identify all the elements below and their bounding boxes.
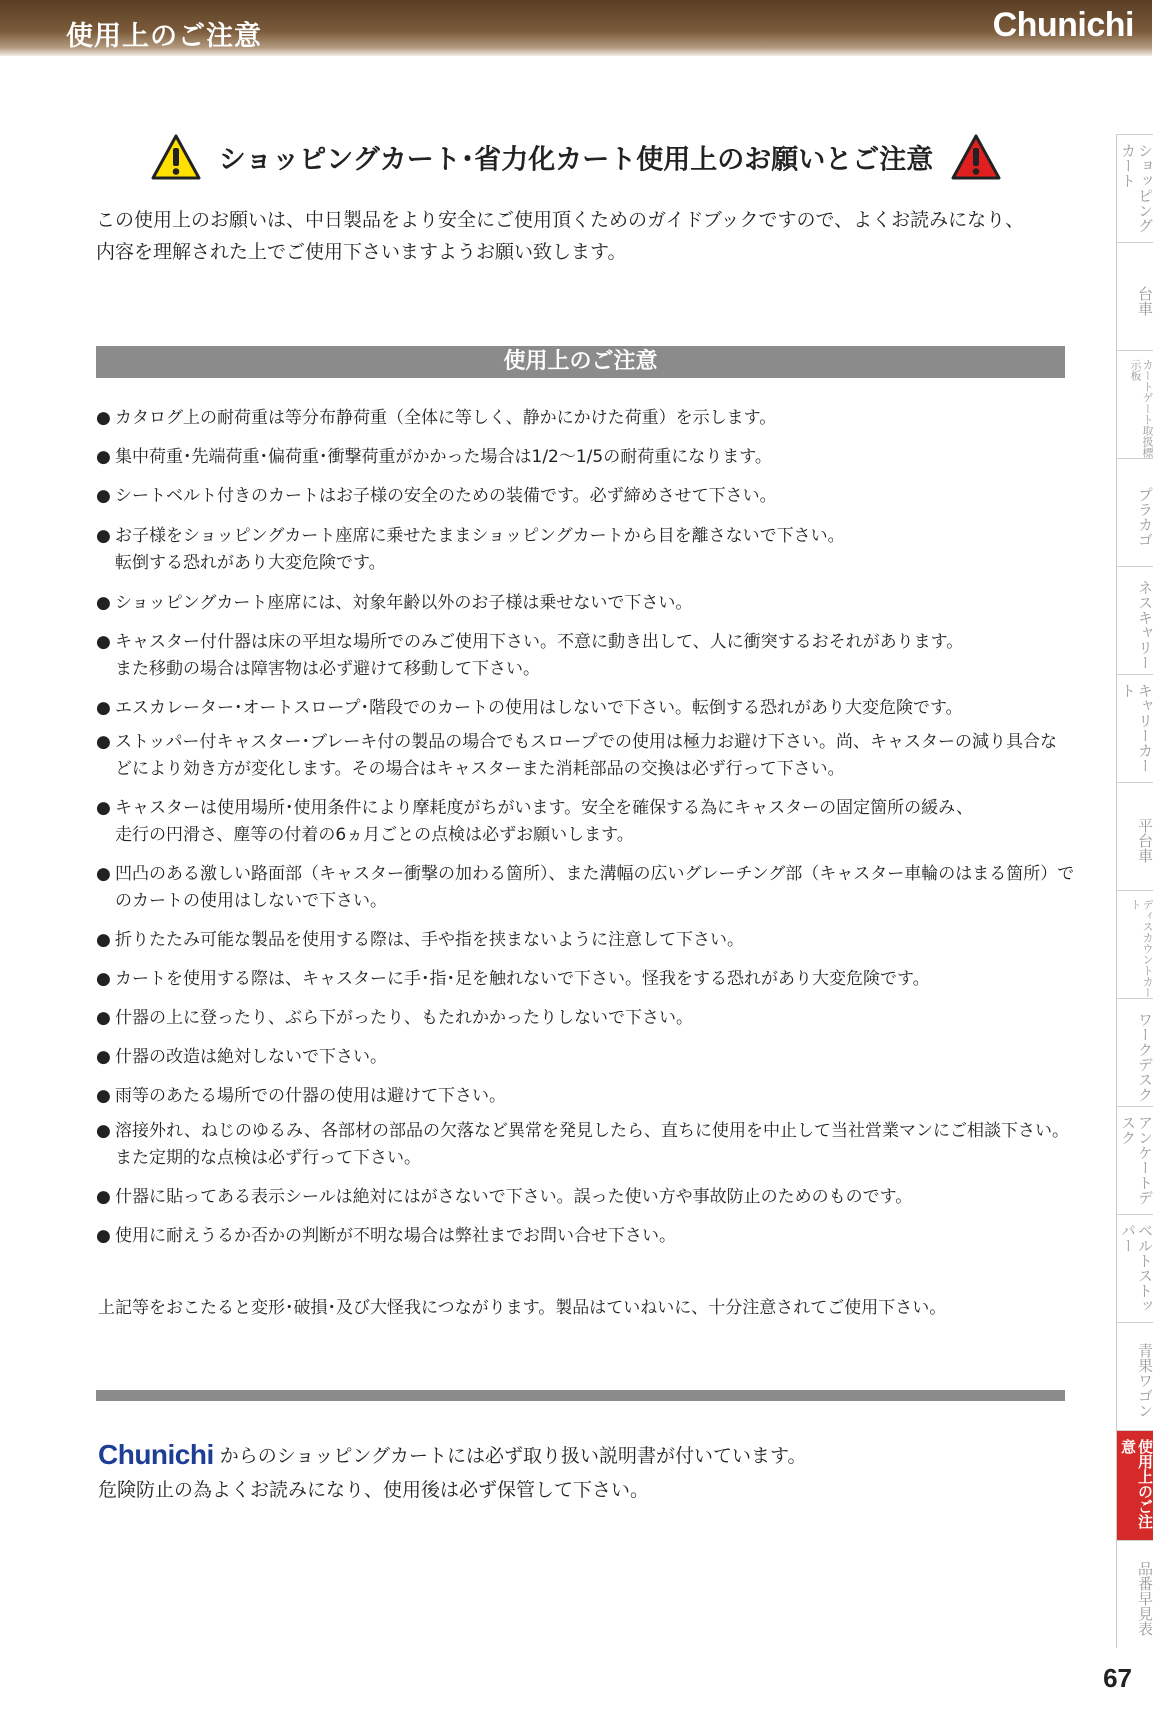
banner-section-title: 使用上のご注意 bbox=[66, 21, 262, 52]
side-index-tabs bbox=[1116, 134, 1153, 1648]
notice-item bbox=[96, 1118, 1076, 1172]
side-tab-nest-carry[interactable]: ネスキャリー bbox=[1117, 566, 1153, 674]
page-number: 67 bbox=[1103, 1663, 1132, 1693]
notice-line: ショッピングカート座席には、対象年齢以外のお子様は乗せないで下さい。 bbox=[115, 593, 693, 613]
notice-line: 什器に貼ってある表示シールは絶対にはがさないで下さい。誤った使い方や事故防止のためのものです。 bbox=[115, 1187, 913, 1207]
closing-note bbox=[98, 1438, 1078, 1507]
notice-item bbox=[96, 523, 1076, 577]
closing-text-2: 危険防止の為よくお読みになり、使用後は必ず保管して下さい。 bbox=[98, 1479, 650, 1501]
notice-item bbox=[96, 695, 1076, 722]
notice-item bbox=[96, 861, 1076, 915]
intro-line: 内容を理解された上でご使用下さいますようお願い致します。 bbox=[96, 241, 627, 263]
warning-triangle-red-icon bbox=[951, 134, 1001, 180]
notice-line: また定期的な点検は必ず行って下さい。 bbox=[115, 1148, 421, 1168]
side-tab-carry-cart[interactable]: キャリーカート bbox=[1117, 674, 1153, 782]
closing-line-1 bbox=[98, 1438, 1078, 1473]
bullet-icon: ● bbox=[96, 698, 111, 718]
top-banner bbox=[0, 0, 1152, 56]
brand-wordmark: Chunichi bbox=[98, 1439, 214, 1470]
notice-line: 転倒する恐れがあり大変危険です。 bbox=[115, 553, 386, 573]
notice-line: のカートの使用はしないで下さい。 bbox=[115, 891, 387, 911]
side-tab-work-desk[interactable]: ワークデスク bbox=[1117, 998, 1153, 1106]
notice-item bbox=[96, 1083, 1076, 1110]
side-tab-belt-stopper[interactable]: ベルトストッパー bbox=[1117, 1214, 1153, 1322]
notice-item bbox=[96, 1044, 1076, 1071]
notice-item bbox=[96, 1005, 1076, 1032]
bullet-icon: ● bbox=[96, 732, 111, 752]
notice-line: キャスター付什器は床の平坦な場所でのみご使用下さい。不意に動き出して、人に衝突するおそれがあります。 bbox=[115, 632, 964, 652]
section-divider bbox=[96, 1390, 1065, 1401]
bullet-icon: ● bbox=[96, 408, 111, 428]
notice-item bbox=[96, 729, 1076, 783]
side-tab-part-number-index[interactable]: 品番早見表 bbox=[1117, 1540, 1153, 1648]
bullet-icon: ● bbox=[96, 930, 111, 950]
brand-logo: Chunichi bbox=[992, 6, 1134, 44]
side-tab-flat-dolly[interactable]: 平台車 bbox=[1117, 782, 1153, 890]
notice-line: 雨等のあたる場所での什器の使用は避けて下さい。 bbox=[115, 1086, 506, 1106]
notice-line: エスカレーター･オートスロープ･階段でのカートの使用はしないで下さい。転倒する恐れがあり大変危険です。 bbox=[115, 698, 963, 718]
notice-line: どにより効き方が変化します。その場合はキャスターまた消耗部品の交換は必ず行って下さい。 bbox=[115, 759, 845, 779]
bullet-icon: ● bbox=[96, 1187, 111, 1207]
notice-line: 什器の改造は絶対しないで下さい。 bbox=[115, 1047, 387, 1067]
notice-line: 凹凸のある激しい路面部（キャスター衝撃の加わる箇所）、また溝幅の広いグレーチング部（キャスター車輪のはまる箇所）で bbox=[115, 864, 1075, 884]
bullet-icon: ● bbox=[96, 593, 111, 613]
side-tab-discount-cart[interactable]: ディスカウントカート bbox=[1117, 890, 1153, 998]
intro-text bbox=[96, 204, 1076, 268]
bullet-icon: ● bbox=[96, 1086, 111, 1106]
notice-item bbox=[96, 1223, 1076, 1250]
notice-item bbox=[96, 966, 1076, 993]
side-tab-dolly[interactable]: 台車 bbox=[1117, 242, 1153, 350]
side-tab-plastic-basket[interactable]: プラカゴ bbox=[1117, 458, 1153, 566]
page-heading bbox=[0, 134, 1152, 180]
summary-text: 上記等をおこたると変形･破損･及び大怪我につながります。製品はていねいに、十分注意されてご使用下さい。 bbox=[98, 1298, 947, 1318]
bullet-icon: ● bbox=[96, 1008, 111, 1028]
bullet-icon: ● bbox=[96, 632, 111, 652]
notice-line: 折りたたみ可能な製品を使用する際は、手や指を挟まないように注意して下さい。 bbox=[115, 930, 744, 950]
bullet-icon: ● bbox=[96, 864, 111, 884]
side-tab-usage-notes[interactable]: 使用上のご注意 bbox=[1117, 1430, 1153, 1540]
notice-item bbox=[96, 1184, 1076, 1211]
bullet-icon: ● bbox=[96, 447, 111, 467]
warning-triangle-yellow-icon bbox=[151, 134, 201, 180]
notice-item bbox=[96, 590, 1076, 617]
bullet-icon: ● bbox=[96, 1047, 111, 1067]
notice-line: 使用に耐えうるか否かの判断が不明な場合は弊社までお問い合せ下さい。 bbox=[115, 1226, 676, 1246]
notice-item bbox=[96, 405, 1076, 432]
side-tab-cart-gate[interactable]: カートゲート取扱標示板 bbox=[1117, 350, 1153, 458]
side-tab-survey-desk[interactable]: アンケートデスク bbox=[1117, 1106, 1153, 1214]
notice-line: お子様をショッピングカート座席に乗せたままショッピングカートから目を離さないで下さい。 bbox=[115, 526, 845, 546]
notice-line: また移動の場合は障害物は必ず避けて移動して下さい。 bbox=[115, 659, 540, 679]
notice-item bbox=[96, 444, 1076, 471]
notice-line: 走行の円滑さ、塵等の付着の6ヵ月ごとの点検は必ずお願いします。 bbox=[115, 825, 634, 845]
notice-item bbox=[96, 629, 1076, 683]
notice-line: キャスターは使用場所･使用条件により摩耗度がちがいます。安全を確保する為にキャスターの固定箇所の緩み、 bbox=[115, 798, 974, 818]
notice-item bbox=[96, 795, 1076, 849]
side-tab-produce-wagon[interactable]: 青果ワゴン bbox=[1117, 1322, 1153, 1430]
notice-line: ストッパー付キャスター･ブレーキ付の製品の場合でもスロープでの使用は極力お避け下さい。尚、キャスターの減り具合な bbox=[115, 732, 1057, 752]
bullet-icon: ● bbox=[96, 1121, 111, 1141]
section-title-bar: 使用上のご注意 bbox=[96, 346, 1065, 378]
bullet-icon: ● bbox=[96, 969, 111, 989]
notice-line: カタログ上の耐荷重は等分布静荷重（全体に等しく、静かにかけた荷重）を示します。 bbox=[115, 408, 777, 428]
notice-line: 集中荷重･先端荷重･偏荷重･衝撃荷重がかかった場合は1/2〜1/5の耐荷重になります。 bbox=[115, 447, 772, 467]
closing-text-1: からのショッピングカートには必ず取り扱い説明書が付いています。 bbox=[219, 1445, 807, 1467]
bullet-icon: ● bbox=[96, 526, 111, 546]
intro-line: この使用上のお願いは、中日製品をより安全にご使用頂くためのガイドブックですので、よくお読みになり、 bbox=[96, 209, 1025, 231]
notice-line: 溶接外れ、ねじのゆるみ、各部材の部品の欠落など異常を発見したら、直ちに使用を中止して当社営業マンにご相談下さい。 bbox=[115, 1121, 1070, 1141]
bullet-icon: ● bbox=[96, 798, 111, 818]
side-tab-shopping-cart[interactable]: ショッピングカート bbox=[1117, 134, 1153, 242]
bullet-icon: ● bbox=[96, 486, 111, 506]
notice-line: シートベルト付きのカートはお子様の安全のための装備です。必ず締めさせて下さい。 bbox=[115, 486, 777, 506]
notice-item bbox=[96, 927, 1076, 954]
notice-item bbox=[96, 483, 1076, 510]
notice-line: 什器の上に登ったり、ぶら下がったり、もたれかかったりしないで下さい。 bbox=[115, 1008, 693, 1028]
notice-line: カートを使用する際は、キャスターに手･指･足を触れないで下さい。怪我をする恐れがあり大変危険です。 bbox=[115, 969, 930, 989]
bullet-icon: ● bbox=[96, 1226, 111, 1246]
heading-title: ショッピングカート･省力化カート使用上のお願いとご注意 bbox=[218, 144, 934, 176]
